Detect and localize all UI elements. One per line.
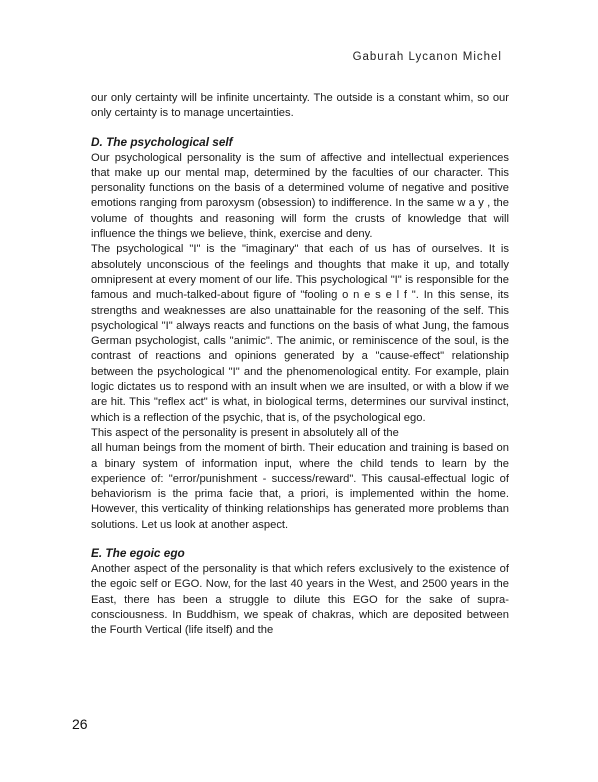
section-e-paragraph-1: Another aspect of the personality is that which refers exclusively to the existence of the egoic self or EGO. Now, for the last 40 years in the West, and 2500 years in the East, there has been a struggle to dilute this EGO for the sake of supra-consciousness. In Buddhism, we speak of chakras, which are deposited between the Fourth Vertical (life itself) and the bbox=[91, 563, 509, 637]
running-header-author: Gaburah Lycanon Michel bbox=[352, 51, 502, 63]
section-d-heading: D. The psychological self bbox=[91, 134, 233, 149]
page-body bbox=[91, 91, 509, 639]
section-d-paragraph-2: The psychological "I" is the "imaginary" that each of us has of ourselves. It is absolutely unconscious of the feelings and thoughts that make it up, and totally omnipresent at every moment of our life. This psychological "I" is responsible for the famous and much-talked-about figure of "fooling o n e s e l f ". In this sense, its strengths and weaknesses are also unattainable for the reasoning of the self. This psychological "I" always reacts and functions on the basis of what Jung, the famous German psychologist, calls "animic". The animic, or reminiscence of the soul, is the contrast of reactions and opinions generated by a "cause-effect" relationship between the psychological "I" and the phenomenological entity. For example, plain logic dictates us to respond with an insult when we are insulted, or with a blow if we are hit. This "reflex act" is what, in biological terms, determines our survival instinct, which is a reflection of the psychic, that is, of the psychological ego. bbox=[91, 243, 509, 424]
intro-paragraph: our only certainty will be infinite uncertainty. The outside is a constant whim, so our only certainty is to manage uncertainties. bbox=[91, 92, 509, 120]
section-d-paragraph-4: all human beings from the moment of birth. Their education and training is based on a binary system of information input, where the child tends to learn by the experience of: "error/punishment - success/reward". This causal-effectual logic of behaviorism is the prima facie that, a priori, is implemented within the home. However, this verticality of thinking relationships has generated more problems than solutions. Let us look at another aspect. bbox=[91, 442, 509, 531]
page-number: 26 bbox=[72, 716, 88, 732]
section-d-paragraph-1: Our psychological personality is the sum of affective and intellectual experiences that make up our mental map, determined by the faculties of our character. This personality functions on the basis of a determined volume of negative and positive emotions ranging from paroxysm (obsession) to indifference. In the same w a y , the volume of thoughts and reasoning will form the crusts of knowledge that will influence the things we believe, think, exercise and deny. bbox=[91, 151, 509, 241]
section-e-heading: E. The egoic ego bbox=[91, 546, 185, 561]
section-d-paragraph-3: This aspect of the personality is present in absolutely all of the bbox=[91, 426, 399, 439]
